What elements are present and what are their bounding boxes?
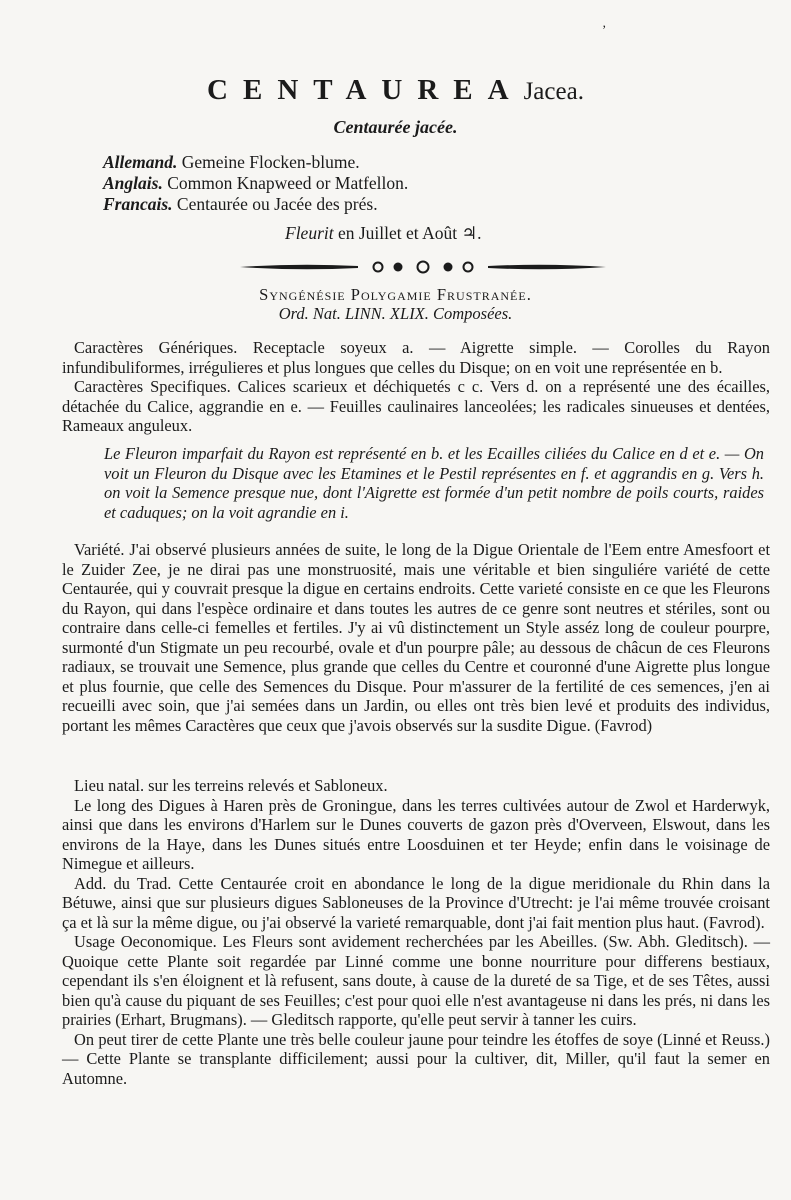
name-row <box>103 173 408 194</box>
order-line: Ord. Nat. LINN. XLIX. Composées. <box>278 304 513 323</box>
genus-name: CENTAUREA <box>207 74 524 106</box>
language-label: Anglais. <box>103 173 163 193</box>
habitat-section <box>62 776 770 1088</box>
corner-mark: ’ <box>602 22 607 37</box>
language-label: Francais. <box>103 194 173 214</box>
ornament-divider <box>238 260 608 274</box>
bloom-line <box>285 223 482 244</box>
name-row <box>103 194 408 215</box>
dye-use: On peut tirer de cette Plante une très belle couleur jaune pour teindre les étoffes de soye (Linné et Reuss.) — Cette Plante se transplante difficilement; aussi pour la cultiver, dit, Miller, qu'il faut la semer en Automne. <box>62 1029 770 1088</box>
characters-section <box>62 338 770 436</box>
species-name: Jacea. <box>523 78 584 105</box>
name-text: Gemeine Flocken-blume. <box>181 152 360 172</box>
variety-section <box>62 540 770 735</box>
variety-paragraph: Variété. J'ai observé plusieurs années de suite, le long de la Digue Orientale de l'Eem entre Amesfoort et le Zuider Zee, je ne dirai pas une monstruosité, mais une véritable et bien singuliére variété de cette Centaurée, qui y couvrait presque la digue en certains endroits. Cette varieté consiste en ce que les Fleurons du Rayon, qui dans l'espèce ordinaire et dans toutes les autres de ce genre sont neutres et stériles, sont ou contraire dans celle-ci femelles et fertiles. J'y ai vû distinctement un Style asséz long de couleur pourpre, surmonté d'un Stigmate un peu recourbé, ovale et d'un pourpre pâle; au dessous de châcun de ces Fleurons radiaux, se trouvait une Semence, plus grande que celles du Centre et couronné d'une Aigrette plus longue et plus fournie, que celle des Semences du Disque. Pour m'assurer de la fertilité de ces semences, j'en ai recueilli avec soin, que j'ai semées dans un Jardin, ou elles ont très bien levé et produits des individus, portant les mêmes Caractères que ceux que j'avois observés sur la susdite Digue. (Favrod) <box>62 540 770 735</box>
name-row <box>103 152 408 173</box>
class-line: Syngénésie Polygamie Frustranée. <box>259 285 532 304</box>
language-label: Allemand. <box>103 152 178 172</box>
generic-characters: Caractères Génériques. Receptacle soyeux a. — Aigrette simple. — Corolles du Rayon infundibuliformes, irrégulieres et plus longues que celles du Disque; on en voit une représentée en b. <box>62 338 770 377</box>
bloom-text: en Juillet et Août ♃. <box>337 223 482 243</box>
name-text: Centaurée ou Jacée des prés. <box>176 194 378 214</box>
vernacular-names <box>103 152 408 215</box>
economic-use: Usage Oeconomique. Les Fleurs sont avidement recherchées par les Abeilles. (Sw. Abh. Gleditsch). — Quoique cette Plante soit regardée par Linné comme une bonne nourriture pour differens bestiaux, cependant ils s'en éloignent et là refusent, sans doute, à cause de la dureté de sa Tige, et de ses Têtes, aussi bien qu'à cause du piquant de ses Feuilles; c'est pour quoi elle n'est avantageuse ni dans les prés, ni dans les prairies (Erhart, Brugmans). — Gleditsch rapporte, qu'elle peut servir à tanner les cuirs. <box>62 932 770 1029</box>
french-name: Centaurée jacée. <box>333 117 458 137</box>
figure-explanation: Le Fleuron imparfait du Rayon est représenté en b. et les Ecailles ciliées du Calice en d et e. — On voit un Fleuron du Disque avec les Etamines et le Pestil représentes en f. et aggrandis en g. Vers h. on voit la Semence presque nue, dont l'Aigrette est formée d'un petit nombre de poils courts, raides et caduques; on la voit agrandie en i. <box>104 444 764 522</box>
translator-addition: Add. du Trad. Cette Centaurée croit en abondance le long de la digue meridionale du Rhin dans la Bétuwe, ainsi que sur plusieurs digues Sabloneuses de la Province d'Utrecht: je l'ai même trouvée croisant ça et là sur la même digue, ou j'ai observé la varieté remarquable, dont j'ai fait mention plus haut. (Favrod). <box>62 873 770 932</box>
name-text: Common Knapweed or Matfellon. <box>167 173 409 193</box>
bloom-verb: Fleurit <box>285 223 334 243</box>
page-title <box>0 74 791 107</box>
habitat-paragraph: Le long des Digues à Haren près de Groningue, dans les terres cultivées autour de Zwol et Harderwyk, ainsi que dans les environs d'Harlem sur le Dunes couverts de gazon près d'Overveen, Elswout, dans les environs de la Haye, dans les Dunes situés entre Loosduinen et ter Heyde; enfin dans le voisinage de Nimegue et ailleurs. <box>62 795 770 873</box>
habitat-paragraph: Lieu natal. sur les terreins relevés et Sabloneux. <box>74 776 388 795</box>
specific-characters: Caractères Specifiques. Calices scarieux et déchiquetés c c. Vers d. on a représenté une des écailles, détachée du Calice, aggrandie en e. — Feuilles caulinaires lanceolées; les radicales sinueuses et dentées, Rameaux anguleux. <box>62 377 770 435</box>
